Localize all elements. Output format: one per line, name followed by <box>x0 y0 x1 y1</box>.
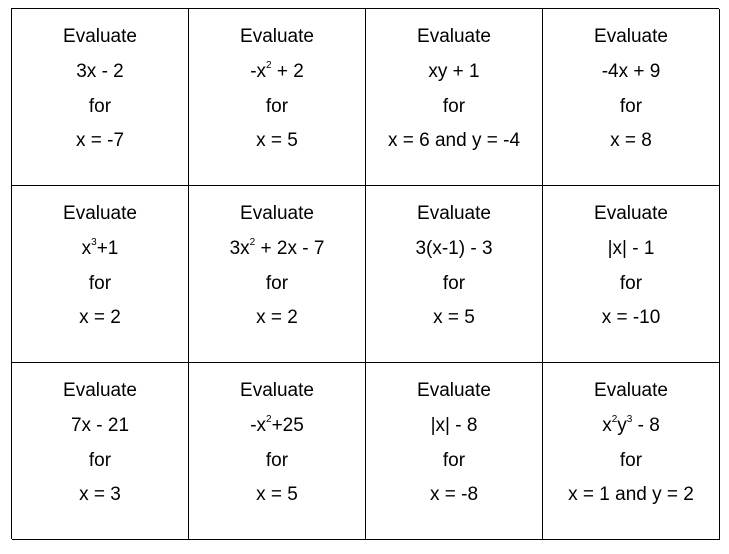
expression-text: +1 <box>96 238 119 259</box>
expression-text: |x| - 8 <box>430 415 478 436</box>
evaluate-heading: Evaluate <box>63 203 137 224</box>
exponent: 2 <box>611 413 618 425</box>
expression-text: 3x <box>229 238 250 259</box>
for-label: for <box>265 450 289 471</box>
evaluate-card <box>366 9 543 186</box>
variable-values: x = -8 <box>429 484 479 505</box>
evaluate-heading: Evaluate <box>417 203 491 224</box>
evaluate-card <box>12 186 189 363</box>
evaluate-card <box>366 363 543 540</box>
evaluate-heading: Evaluate <box>594 203 668 224</box>
for-label: for <box>619 96 643 117</box>
exponent: 2 <box>266 413 272 425</box>
expression <box>543 61 719 83</box>
expression-text: xy + 1 <box>428 61 480 82</box>
expression <box>12 238 188 260</box>
for-label: for <box>88 96 112 117</box>
expression-text: y <box>617 415 627 436</box>
expression <box>189 61 365 83</box>
evaluate-heading: Evaluate <box>417 26 491 47</box>
evaluate-heading: Evaluate <box>594 380 668 401</box>
for-label: for <box>88 273 112 294</box>
exponent: 2 <box>266 59 272 71</box>
expression-text: -x <box>250 61 267 82</box>
expression-text: -4x + 9 <box>601 61 661 82</box>
evaluate-heading: Evaluate <box>240 26 314 47</box>
exponent: 3 <box>626 413 633 425</box>
for-label: for <box>265 96 289 117</box>
expression-text: +25 <box>271 415 304 436</box>
expression-text: x <box>81 238 92 259</box>
exponent: 2 <box>249 236 256 248</box>
expression <box>366 415 542 437</box>
expression-text: -x <box>250 415 267 436</box>
variable-values: x = -10 <box>601 307 661 328</box>
evaluate-card <box>543 186 720 363</box>
expression-text: 3x - 2 <box>76 61 124 82</box>
for-label: for <box>88 450 112 471</box>
variable-values: x = 5 <box>256 484 298 505</box>
expression <box>12 415 188 437</box>
variable-values: x = 5 <box>256 130 298 151</box>
for-label: for <box>619 450 643 471</box>
evaluate-card <box>189 9 366 186</box>
expression <box>543 415 719 437</box>
for-label: for <box>442 273 466 294</box>
variable-values: x = 5 <box>433 307 475 328</box>
expression <box>189 415 365 437</box>
for-label: for <box>619 273 643 294</box>
expression-text: + 2x - 7 <box>255 238 325 259</box>
evaluate-heading: Evaluate <box>594 26 668 47</box>
expression <box>189 238 365 260</box>
evaluate-heading: Evaluate <box>240 380 314 401</box>
variable-values: x = 2 <box>256 307 298 328</box>
evaluate-heading: Evaluate <box>63 380 137 401</box>
evaluate-cards-grid <box>11 8 719 539</box>
evaluate-heading: Evaluate <box>417 380 491 401</box>
expression-text: 7x - 21 <box>70 415 130 436</box>
expression <box>543 238 719 260</box>
variable-values: x = 6 and y = -4 <box>387 130 521 151</box>
expression-text: + 2 <box>271 61 304 82</box>
variable-values: x = -7 <box>75 130 125 151</box>
expression-text: x <box>602 415 612 436</box>
for-label: for <box>265 273 289 294</box>
expression-text: |x| - 1 <box>607 238 655 259</box>
variable-values: x = 3 <box>79 484 121 505</box>
for-label: for <box>442 96 466 117</box>
expression <box>12 61 188 83</box>
evaluate-card <box>189 186 366 363</box>
expression-text: 3(x-1) - 3 <box>415 238 493 259</box>
exponent: 3 <box>91 236 97 248</box>
expression <box>366 238 542 260</box>
evaluate-heading: Evaluate <box>63 26 137 47</box>
evaluate-card <box>366 186 543 363</box>
variable-values: x = 2 <box>79 307 121 328</box>
evaluate-card <box>543 363 720 540</box>
evaluate-heading: Evaluate <box>240 203 314 224</box>
variable-values: x = 1 and y = 2 <box>568 484 694 505</box>
evaluate-card <box>543 9 720 186</box>
expression <box>366 61 542 83</box>
evaluate-card <box>12 9 189 186</box>
for-label: for <box>442 450 466 471</box>
variable-values: x = 8 <box>610 130 652 151</box>
evaluate-card <box>189 363 366 540</box>
expression-text: - 8 <box>632 415 660 436</box>
evaluate-card <box>12 363 189 540</box>
